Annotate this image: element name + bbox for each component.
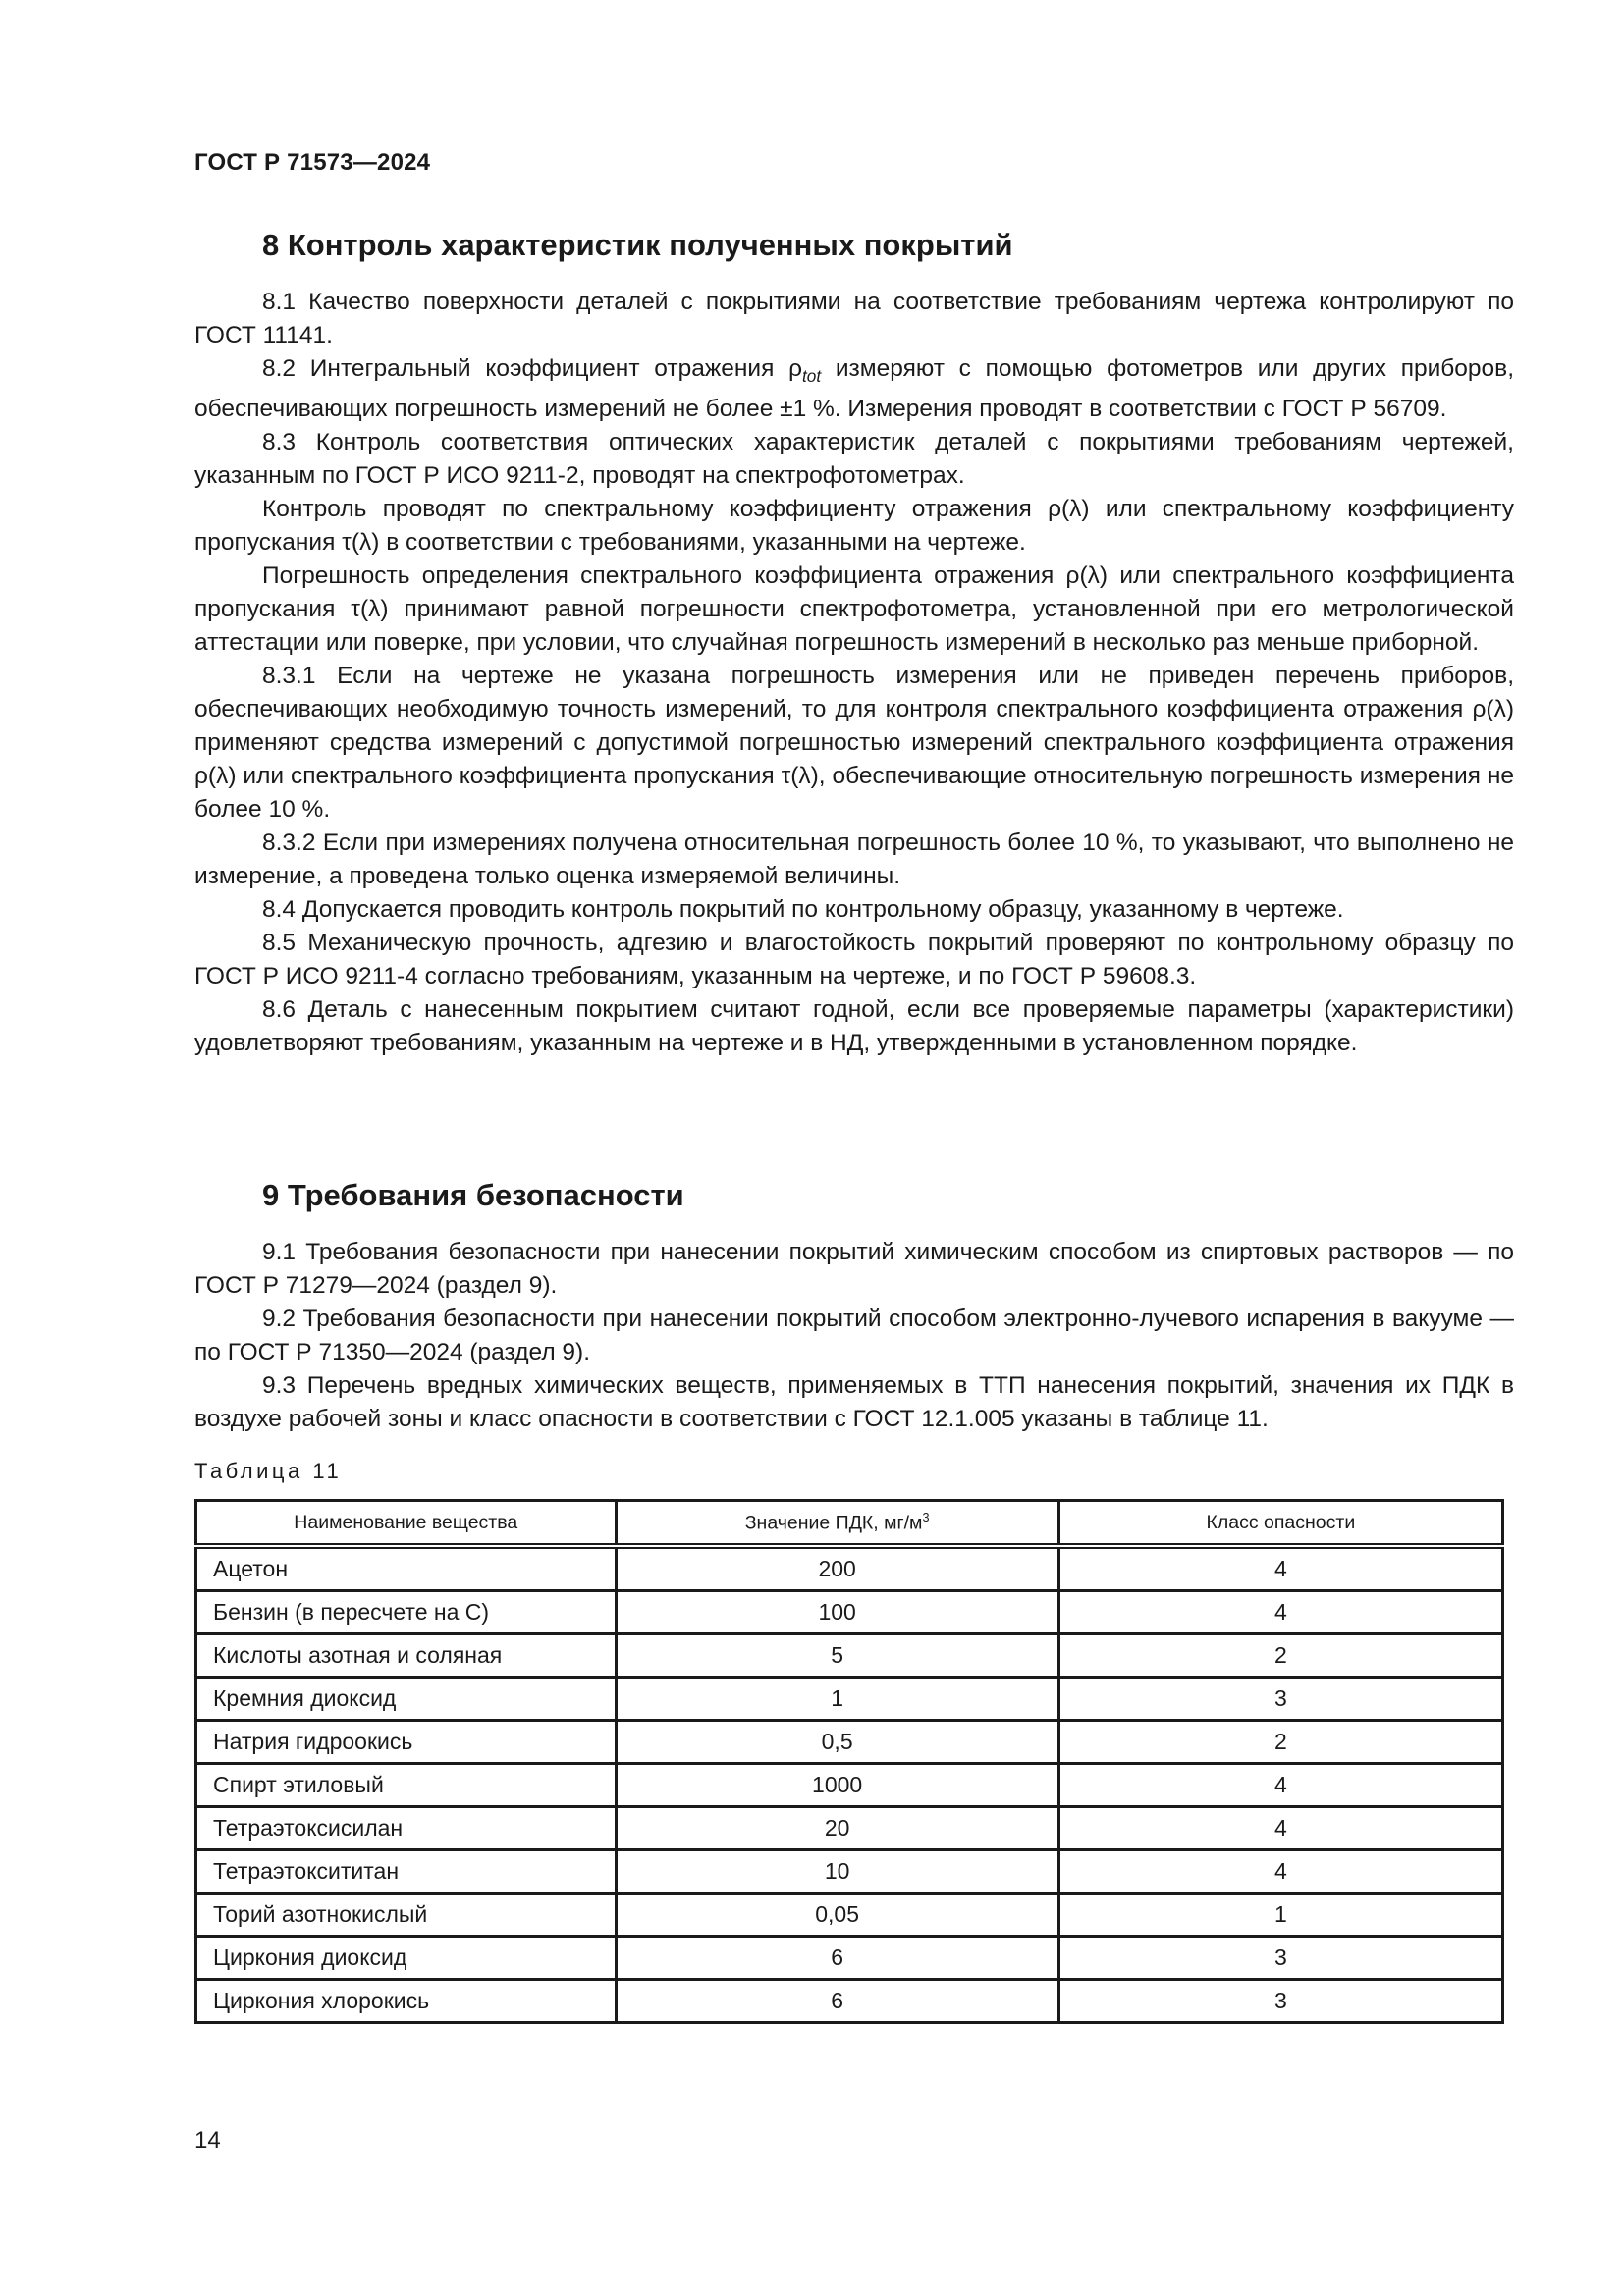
cell-hazard-class: 3 (1058, 1980, 1502, 2023)
column-header-pdk: Значение ПДК, $мг/м^3$ (616, 1501, 1058, 1547)
cell-hazard-class: 4 (1058, 1764, 1502, 1807)
table-row (196, 1764, 1503, 1807)
cell-hazard-class: 4 (1058, 1807, 1502, 1850)
cell-hazard-class: 1 (1058, 1894, 1502, 1937)
cell-pdk: 6 (616, 1980, 1058, 2023)
cell-pdk: 1 (616, 1678, 1058, 1721)
paragraph-8-2: 8.2 Интегральный коэффициент отражения $\rho_{tot}$ измеряют с помощью фотометров или других приборов, обеспечивающих погрешность измерений не более ±1 %. Измерения проводят в соответствии с ГОСТ Р 56709. (194, 355, 1515, 422)
cell-hazard-class: 4 (1058, 1546, 1502, 1591)
paragraph-8-3: 8.3 Контроль соответствия оптических характеристик деталей с покрытиями требованиям чертежей, указанным по ГОСТ Р ИСО 9211-2, проводят на спектрофотометрах. (194, 429, 1514, 489)
column-header-substance: Наименование вещества (196, 1501, 617, 1547)
page-number: 14 (194, 2127, 221, 2154)
table-row (196, 1721, 1503, 1764)
paragraph-8-3-control: Контроль проводят по спектральному коэффициенту отражения ρ(λ) или спектральному коэффициенту пропускания τ(λ) в соответствии с требованиями, указанными на чертеже. (194, 496, 1514, 556)
section-8-title: 8 Контроль характеристик полученных покрытий (262, 228, 1013, 262)
paragraph-9-2: 9.2 Требования безопасности при нанесении покрытий способом электронно-лучевого испарения в вакууме — по ГОСТ Р 71350—2024 (раздел 9). (194, 1306, 1514, 1365)
table-header-row (196, 1501, 1503, 1547)
paragraph-9-1: 9.1 Требования безопасности при нанесении покрытий химическим способом из спиртовых растворов — по ГОСТ Р 71279—2024 (раздел 9). (194, 1239, 1514, 1299)
cell-pdk: 5 (616, 1634, 1058, 1678)
section-9-body (194, 1236, 1514, 1436)
cell-pdk: 200 (616, 1546, 1058, 1591)
paragraph-8-4: 8.4 Допускается проводить контроль покрытий по контрольному образцу, указанному в чертеже. (262, 896, 1344, 923)
cell-hazard-class: 2 (1058, 1634, 1502, 1678)
table-row (196, 1894, 1503, 1937)
cell-pdk: 10 (616, 1850, 1058, 1894)
table-row (196, 1980, 1503, 2023)
cell-hazard-class: 4 (1058, 1591, 1502, 1634)
cell-substance: Циркония хлорокись (196, 1980, 617, 2023)
table-row (196, 1546, 1503, 1591)
cell-hazard-class: 4 (1058, 1850, 1502, 1894)
paragraph-8-3-2: 8.3.2 Если при измерениях получена относительная погрешность более 10 %, то указывают, что выполнено не измерение, а проведена только оценка измеряемой величины. (194, 829, 1514, 889)
table-caption: Таблица 11 (194, 1459, 343, 1483)
cell-pdk: 20 (616, 1807, 1058, 1850)
cell-substance: Ацетон (196, 1546, 617, 1591)
paragraph-8-5: 8.5 Механическую прочность, адгезию и влагостойкость покрытий проверяют по контрольному образцу по ГОСТ Р ИСО 9211-4 согласно требованиям, указанным на чертеже, и по ГОСТ Р 59608.3. (194, 930, 1514, 989)
cell-pdk: 6 (616, 1937, 1058, 1980)
table-row (196, 1807, 1503, 1850)
table-row (196, 1591, 1503, 1634)
paragraph-8-6: 8.6 Деталь с нанесенным покрытием считают годной, если все проверяемые параметры (характеристики) удовлетворяют требованиям, указанным на чертеже и в НД, утвержденными в установленном порядке. (194, 996, 1514, 1056)
cell-hazard-class: 3 (1058, 1678, 1502, 1721)
hazardous-substances-table (194, 1499, 1504, 2024)
paragraph-8-3-1: 8.3.1 Если на чертеже не указана погрешность измерения или не приведен перечень приборов, обеспечивающих необходимую точность измерений, то для контроля спектрального коэффициента отражения ρ(λ) применяют средства измерений с допустимой погрешностью измерений спектрального коэффициента отражения ρ(λ) или спектрального коэффициента пропускания τ(λ), обеспечивающие относительную погрешность измерения не более 10 %. (194, 663, 1514, 823)
cell-pdk: 0,5 (616, 1721, 1058, 1764)
cell-substance: Кислоты азотная и соляная (196, 1634, 617, 1678)
table-row (196, 1678, 1503, 1721)
paragraph-9-3: 9.3 Перечень вредных химических веществ, применяемых в ТТП нанесения покрытий, значения их ПДК в воздухе рабочей зоны и класс опасности в соответствии с ГОСТ 12.1.005 указаны в таблице 11. (194, 1372, 1514, 1432)
cell-substance: Кремния диоксид (196, 1678, 617, 1721)
section-8-body (194, 286, 1514, 1060)
section-9-title: 9 Требования безопасности (262, 1178, 684, 1212)
cell-substance: Тетраэтоксититан (196, 1850, 617, 1894)
cell-substance: Спирт этиловый (196, 1764, 617, 1807)
paragraph-8-1: 8.1 Качество поверхности деталей с покрытиями на соответствие требованиям чертежа контролируют по ГОСТ 11141. (194, 289, 1514, 348)
cell-hazard-class: 3 (1058, 1937, 1502, 1980)
document-header: ГОСТ Р 71573—2024 (194, 149, 431, 176)
table-row (196, 1634, 1503, 1678)
table-row (196, 1937, 1503, 1980)
cell-substance: Бензин (в пересчете на С) (196, 1591, 617, 1634)
cell-pdk: 1000 (616, 1764, 1058, 1807)
cell-substance: Циркония диоксид (196, 1937, 617, 1980)
cell-pdk: 100 (616, 1591, 1058, 1634)
cell-substance: Торий азотнокислый (196, 1894, 617, 1937)
paragraph-8-3-error: Погрешность определения спектрального коэффициента отражения ρ(λ) или спектрального коэффициента пропускания τ(λ) принимают равной погрешности спектрофотометра, установленной при его метрологической аттестации или поверке, при условии, что случайная погрешность измерений в несколько раз меньше приборной. (194, 562, 1514, 656)
column-header-hazard-class: Класс опасности (1058, 1501, 1502, 1547)
cell-pdk: 0,05 (616, 1894, 1058, 1937)
table-row (196, 1850, 1503, 1894)
cell-hazard-class: 2 (1058, 1721, 1502, 1764)
cell-substance: Натрия гидроокись (196, 1721, 617, 1764)
cell-substance: Тетраэтоксисилан (196, 1807, 617, 1850)
